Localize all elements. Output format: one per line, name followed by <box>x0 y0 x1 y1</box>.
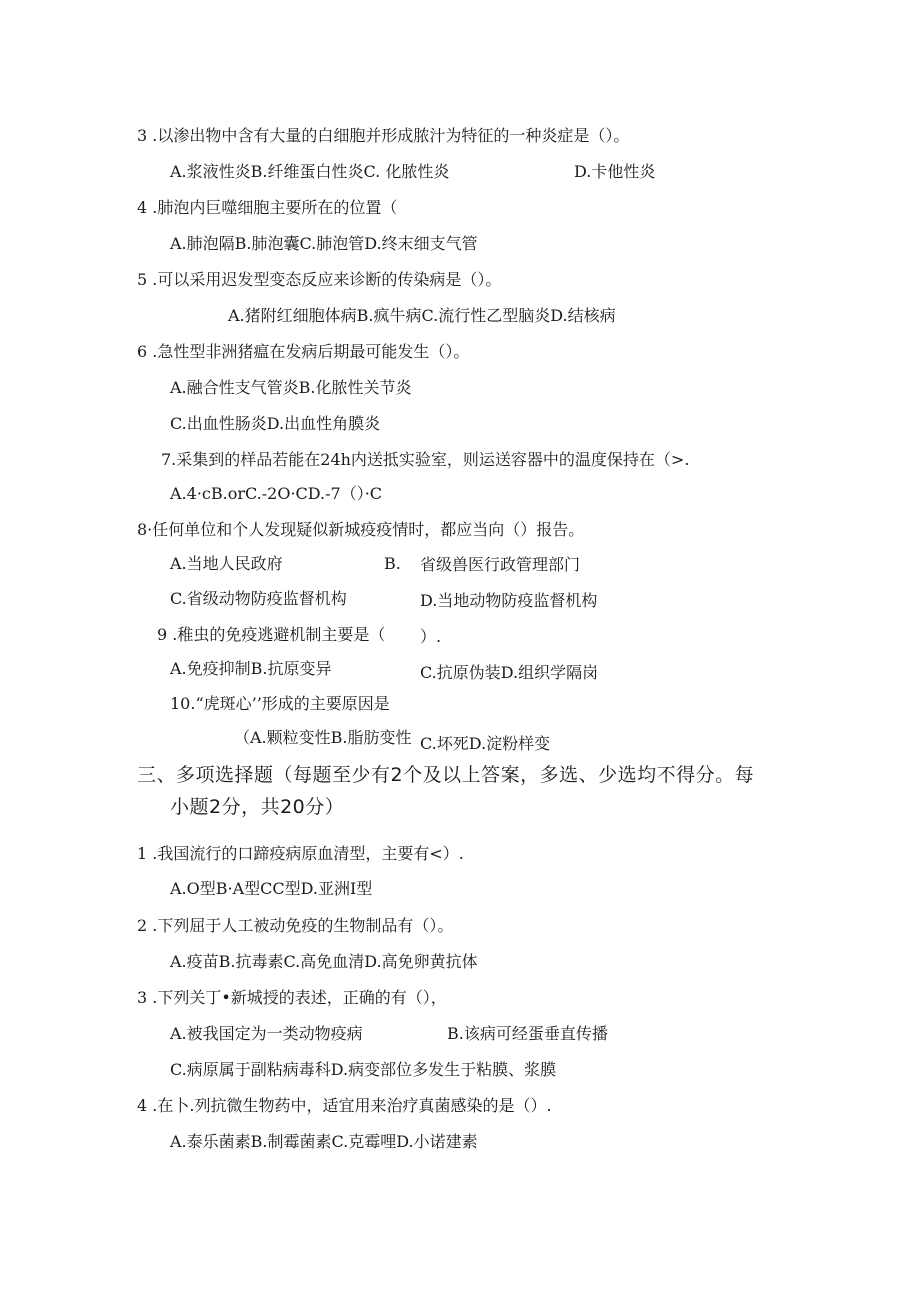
question-stem: 8·任何单位和个人发现疑似新城疫疫情时，都应当向（）报告。 <box>137 520 585 539</box>
question-options: C.出血性肠炎D.出血性角膜炎 <box>170 414 381 433</box>
question-options: A.疫苗B.抗毒素C.高免血清D.高免卵黄抗体 <box>170 952 478 971</box>
question-stem: 1 .我国流行的口蹄疫病原血清型，主要有<）. <box>137 844 464 863</box>
question-option: D.当地动物防疫监督机构 <box>420 591 598 610</box>
question-options: A.泰乐菌素B.制霉菌素C.克霉哩D.小诺建素 <box>170 1132 478 1151</box>
question-options: A.浆液性炎B.纤维蛋白性炎C. 化脓性炎 <box>170 162 450 181</box>
question-option: A.当地人民政府 <box>170 554 283 573</box>
question-stem: 10.“虎斑心’’形成的主要原因是 <box>170 694 390 713</box>
question-options: A.免疫抑制B.抗原变异 <box>170 659 332 678</box>
question-option: D.卡他性炎 <box>574 162 656 181</box>
question-stem: 4 .在卜.列抗微生物药中，适宜用来治疗真菌感染的是（）. <box>137 1096 552 1115</box>
question-option-letter: B. <box>384 554 401 573</box>
question-option: 省级兽医行政管理部门 <box>420 555 581 574</box>
question-stem: 3 .下列关丁•新城授的表述，正确的有（）， <box>137 988 447 1007</box>
question-stem: 7.采集到的样品若能在24h内送抵实验室，则运送容器中的温度保持在（>. <box>161 450 690 469</box>
question-options: A.4·cB.orC.-2O·CD.-7（）·C <box>170 484 383 503</box>
question-option: C.省级动物防疫监督机构 <box>170 589 347 608</box>
question-option: A.被我国定为一类动物疫病 <box>170 1024 363 1043</box>
question-options: A.肺泡隔B.肺泡囊C.肺泡管D.终末细支气管 <box>170 234 478 253</box>
question-stem: 9 .稚虫的免疫逃避机制主要是（ <box>157 625 386 644</box>
question-options: C.抗原伪装D.组织学隔岗 <box>420 663 599 682</box>
question-options: C.坏死D.淀粉样变 <box>420 734 551 753</box>
question-options: （A.颗粒变性B.脂肪变性 <box>234 728 412 747</box>
question-stem: 4 .肺泡内巨噬细胞主要所在的位置（ <box>137 198 398 217</box>
question-options: A.O型B·A型CC型D.亚洲I型 <box>170 879 373 898</box>
section-heading: 三、多项选择题（每题至少有2个及以上答案，多选、少选均不得分。每 <box>137 764 755 786</box>
question-stem: ）. <box>420 627 442 646</box>
question-stem: 3 .以渗出物中含有大量的白细胞并形成脓汁为特征的一种炎症是（）。 <box>137 126 630 145</box>
question-stem: 2 .下列屈于人工被动免疫的生物制品有（）。 <box>137 916 454 935</box>
section-heading-continued: 小题2分，共20分） <box>170 796 345 818</box>
question-stem: 5 .可以采用迟发型变态反应来诊断的传染病是（）。 <box>137 270 502 289</box>
question-stem: 6 .急性型非洲猪瘟在发病后期最可能发生（）。 <box>137 342 470 361</box>
question-options: A.猪附红细胞体病B.疯牛病C.流行性乙型脑炎D.结核病 <box>228 306 616 325</box>
question-options: C.病原属于副粘病毒科D.病变部位多发生于粘膜、浆膜 <box>170 1060 557 1079</box>
question-option: B.该病可经蛋垂直传播 <box>447 1024 608 1043</box>
question-options: A.融合性支气管炎B.化脓性关节炎 <box>170 378 412 397</box>
